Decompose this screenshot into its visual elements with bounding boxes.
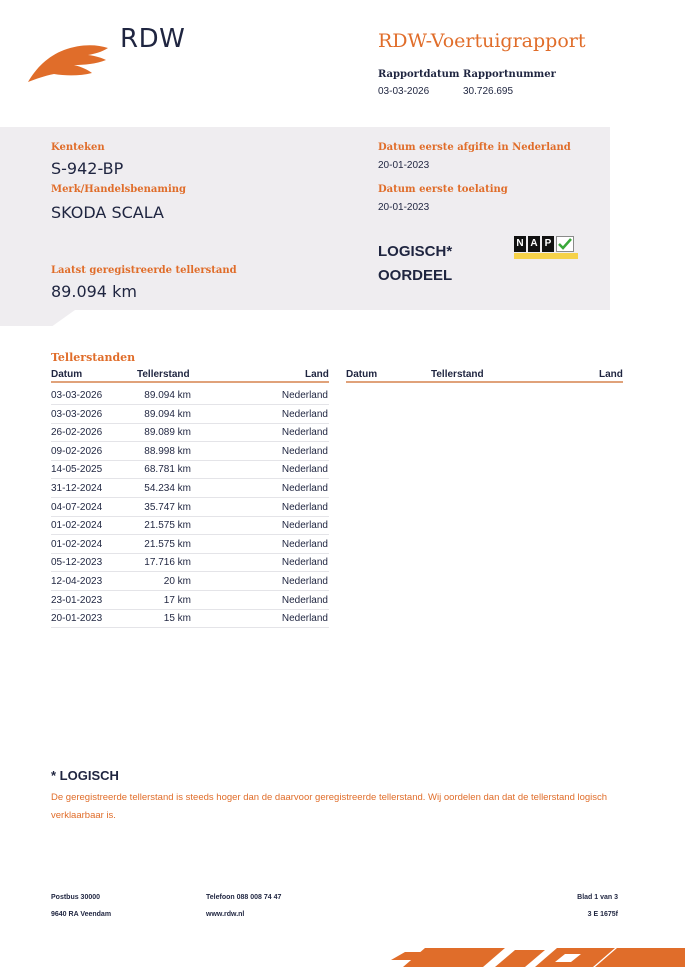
col-datum-header-2: Datum <box>346 369 378 380</box>
tellerstand-label: Laatst geregistreerde tellerstand <box>51 265 237 276</box>
verdict-line2: OORDEEL <box>378 267 453 284</box>
cell-land: Nederland <box>281 576 328 587</box>
rapportdatum-value: 03-03-2026 <box>378 86 430 97</box>
cell-datum: 05-12-2023 <box>51 557 103 569</box>
rdw-logo-icon <box>26 38 110 84</box>
nap-logo <box>514 236 578 260</box>
cell-datum: 26-02-2026 <box>51 427 103 439</box>
merk-label: Merk/Handelsbenaming <box>51 184 187 195</box>
kenteken-label: Kenteken <box>51 142 105 153</box>
cell-datum: 20-01-2023 <box>51 613 103 625</box>
cell-land: Nederland <box>281 427 328 439</box>
cell-datum: 12-04-2023 <box>51 576 103 587</box>
cell-tellerstand: 15 km <box>163 613 191 625</box>
table-header-rule <box>51 381 329 383</box>
footer-address-line2: 9640 RA Veendam <box>51 911 112 918</box>
cell-datum: 01-02-2024 <box>51 538 103 550</box>
footer-phone: Telefoon 088 008 74 47 <box>206 894 282 901</box>
col-tellerstand-header: Tellerstand <box>137 369 190 380</box>
toelating-label: Datum eerste toelating <box>378 184 508 195</box>
table-row <box>51 516 329 535</box>
panel-tail <box>0 310 75 326</box>
verdict <box>378 240 452 288</box>
note-text: De geregistreerde tellerstand is steeds hoger dan de daarvoor geregistreerde tellerstand. Wij oordelen dan dat de tellerstand logisch verklaarbaar is. <box>51 792 608 821</box>
table-row <box>51 591 329 610</box>
table-row <box>51 553 329 572</box>
cell-land: Nederland <box>281 520 328 532</box>
nap-letter-n: N <box>514 236 526 252</box>
cell-tellerstand: 17 km <box>163 594 191 606</box>
cell-datum: 23-01-2023 <box>51 594 103 606</box>
cell-tellerstand: 89.094 km <box>144 408 191 420</box>
report-title: RDW-Voertuigrapport <box>378 30 586 52</box>
decorative-stripes <box>385 938 685 967</box>
cell-datum: 03-03-2026 <box>51 390 103 401</box>
cell-tellerstand: 89.094 km <box>144 390 191 401</box>
table-row <box>51 479 329 498</box>
cell-land: Nederland <box>281 464 328 476</box>
cell-land: Nederland <box>281 613 328 625</box>
table-row <box>51 386 329 405</box>
table-row <box>51 460 329 479</box>
afgifte-label: Datum eerste afgifte in Nederland <box>378 142 571 153</box>
cell-tellerstand: 20 km <box>163 576 191 587</box>
cell-tellerstand: 54.234 km <box>144 483 191 494</box>
checkmark-icon <box>556 236 574 252</box>
footer-page: Blad 1 van 3 <box>577 894 618 901</box>
table-row <box>51 442 329 461</box>
nap-letter-a: A <box>528 236 540 252</box>
merk-value: SKODA SCALA <box>51 203 164 222</box>
table-row <box>51 572 329 591</box>
nap-bar <box>514 253 578 259</box>
col-datum-header: Datum <box>51 369 83 380</box>
cell-land: Nederland <box>281 538 328 550</box>
cell-land: Nederland <box>281 408 328 420</box>
nap-letter-p: P <box>542 236 554 252</box>
afgifte-value: 20-01-2023 <box>378 160 430 171</box>
cell-tellerstand: 17.716 km <box>144 557 191 569</box>
cell-datum: 04-07-2024 <box>51 501 103 513</box>
footer-website: www.rdw.nl <box>206 911 245 918</box>
tellerstand-value: 89.094 km <box>51 282 137 301</box>
cell-tellerstand: 21.575 km <box>144 538 191 550</box>
table-row <box>51 609 329 628</box>
rapportnummer-label: Rapportnummer <box>463 69 556 80</box>
note-title: * LOGISCH <box>51 768 119 783</box>
rapportdatum-label: Rapportdatum <box>378 69 460 80</box>
cell-tellerstand: 68.781 km <box>144 464 191 476</box>
table-row <box>51 498 329 517</box>
cell-tellerstand: 89.089 km <box>144 427 191 439</box>
col-tellerstand-header-2: Tellerstand <box>431 369 484 380</box>
toelating-value: 20-01-2023 <box>378 202 430 213</box>
rapportnummer-value: 30.726.695 <box>463 86 514 97</box>
cell-tellerstand: 88.998 km <box>144 445 191 457</box>
cell-land: Nederland <box>281 501 328 513</box>
tellerstanden-title: Tellerstanden <box>51 351 136 364</box>
table-row <box>51 423 329 442</box>
cell-land: Nederland <box>281 390 328 401</box>
cell-land: Nederland <box>281 483 328 494</box>
cell-tellerstand: 21.575 km <box>144 520 191 532</box>
cell-land: Nederland <box>281 557 328 569</box>
cell-datum: 03-03-2026 <box>51 408 103 420</box>
verdict-line1: LOGISCH* <box>378 243 453 260</box>
table-row <box>51 535 329 554</box>
kenteken-value: S-942-BP <box>51 159 124 178</box>
footer-code: 3 E 1675f <box>587 911 618 918</box>
cell-datum: 14-05-2025 <box>51 464 103 476</box>
col-land-header: Land <box>305 369 329 380</box>
cell-land: Nederland <box>281 445 328 457</box>
table-header-rule-2 <box>346 381 623 383</box>
footer-address-line1: Postbus 30000 <box>51 894 101 901</box>
cell-datum: 31-12-2024 <box>51 483 103 494</box>
cell-datum: 09-02-2026 <box>51 445 103 457</box>
table-row <box>51 405 329 424</box>
cell-datum: 01-02-2024 <box>51 520 103 532</box>
col-land-header-2: Land <box>599 369 623 380</box>
brand-name: RDW <box>120 24 186 54</box>
cell-land: Nederland <box>281 594 328 606</box>
cell-tellerstand: 35.747 km <box>144 501 191 513</box>
